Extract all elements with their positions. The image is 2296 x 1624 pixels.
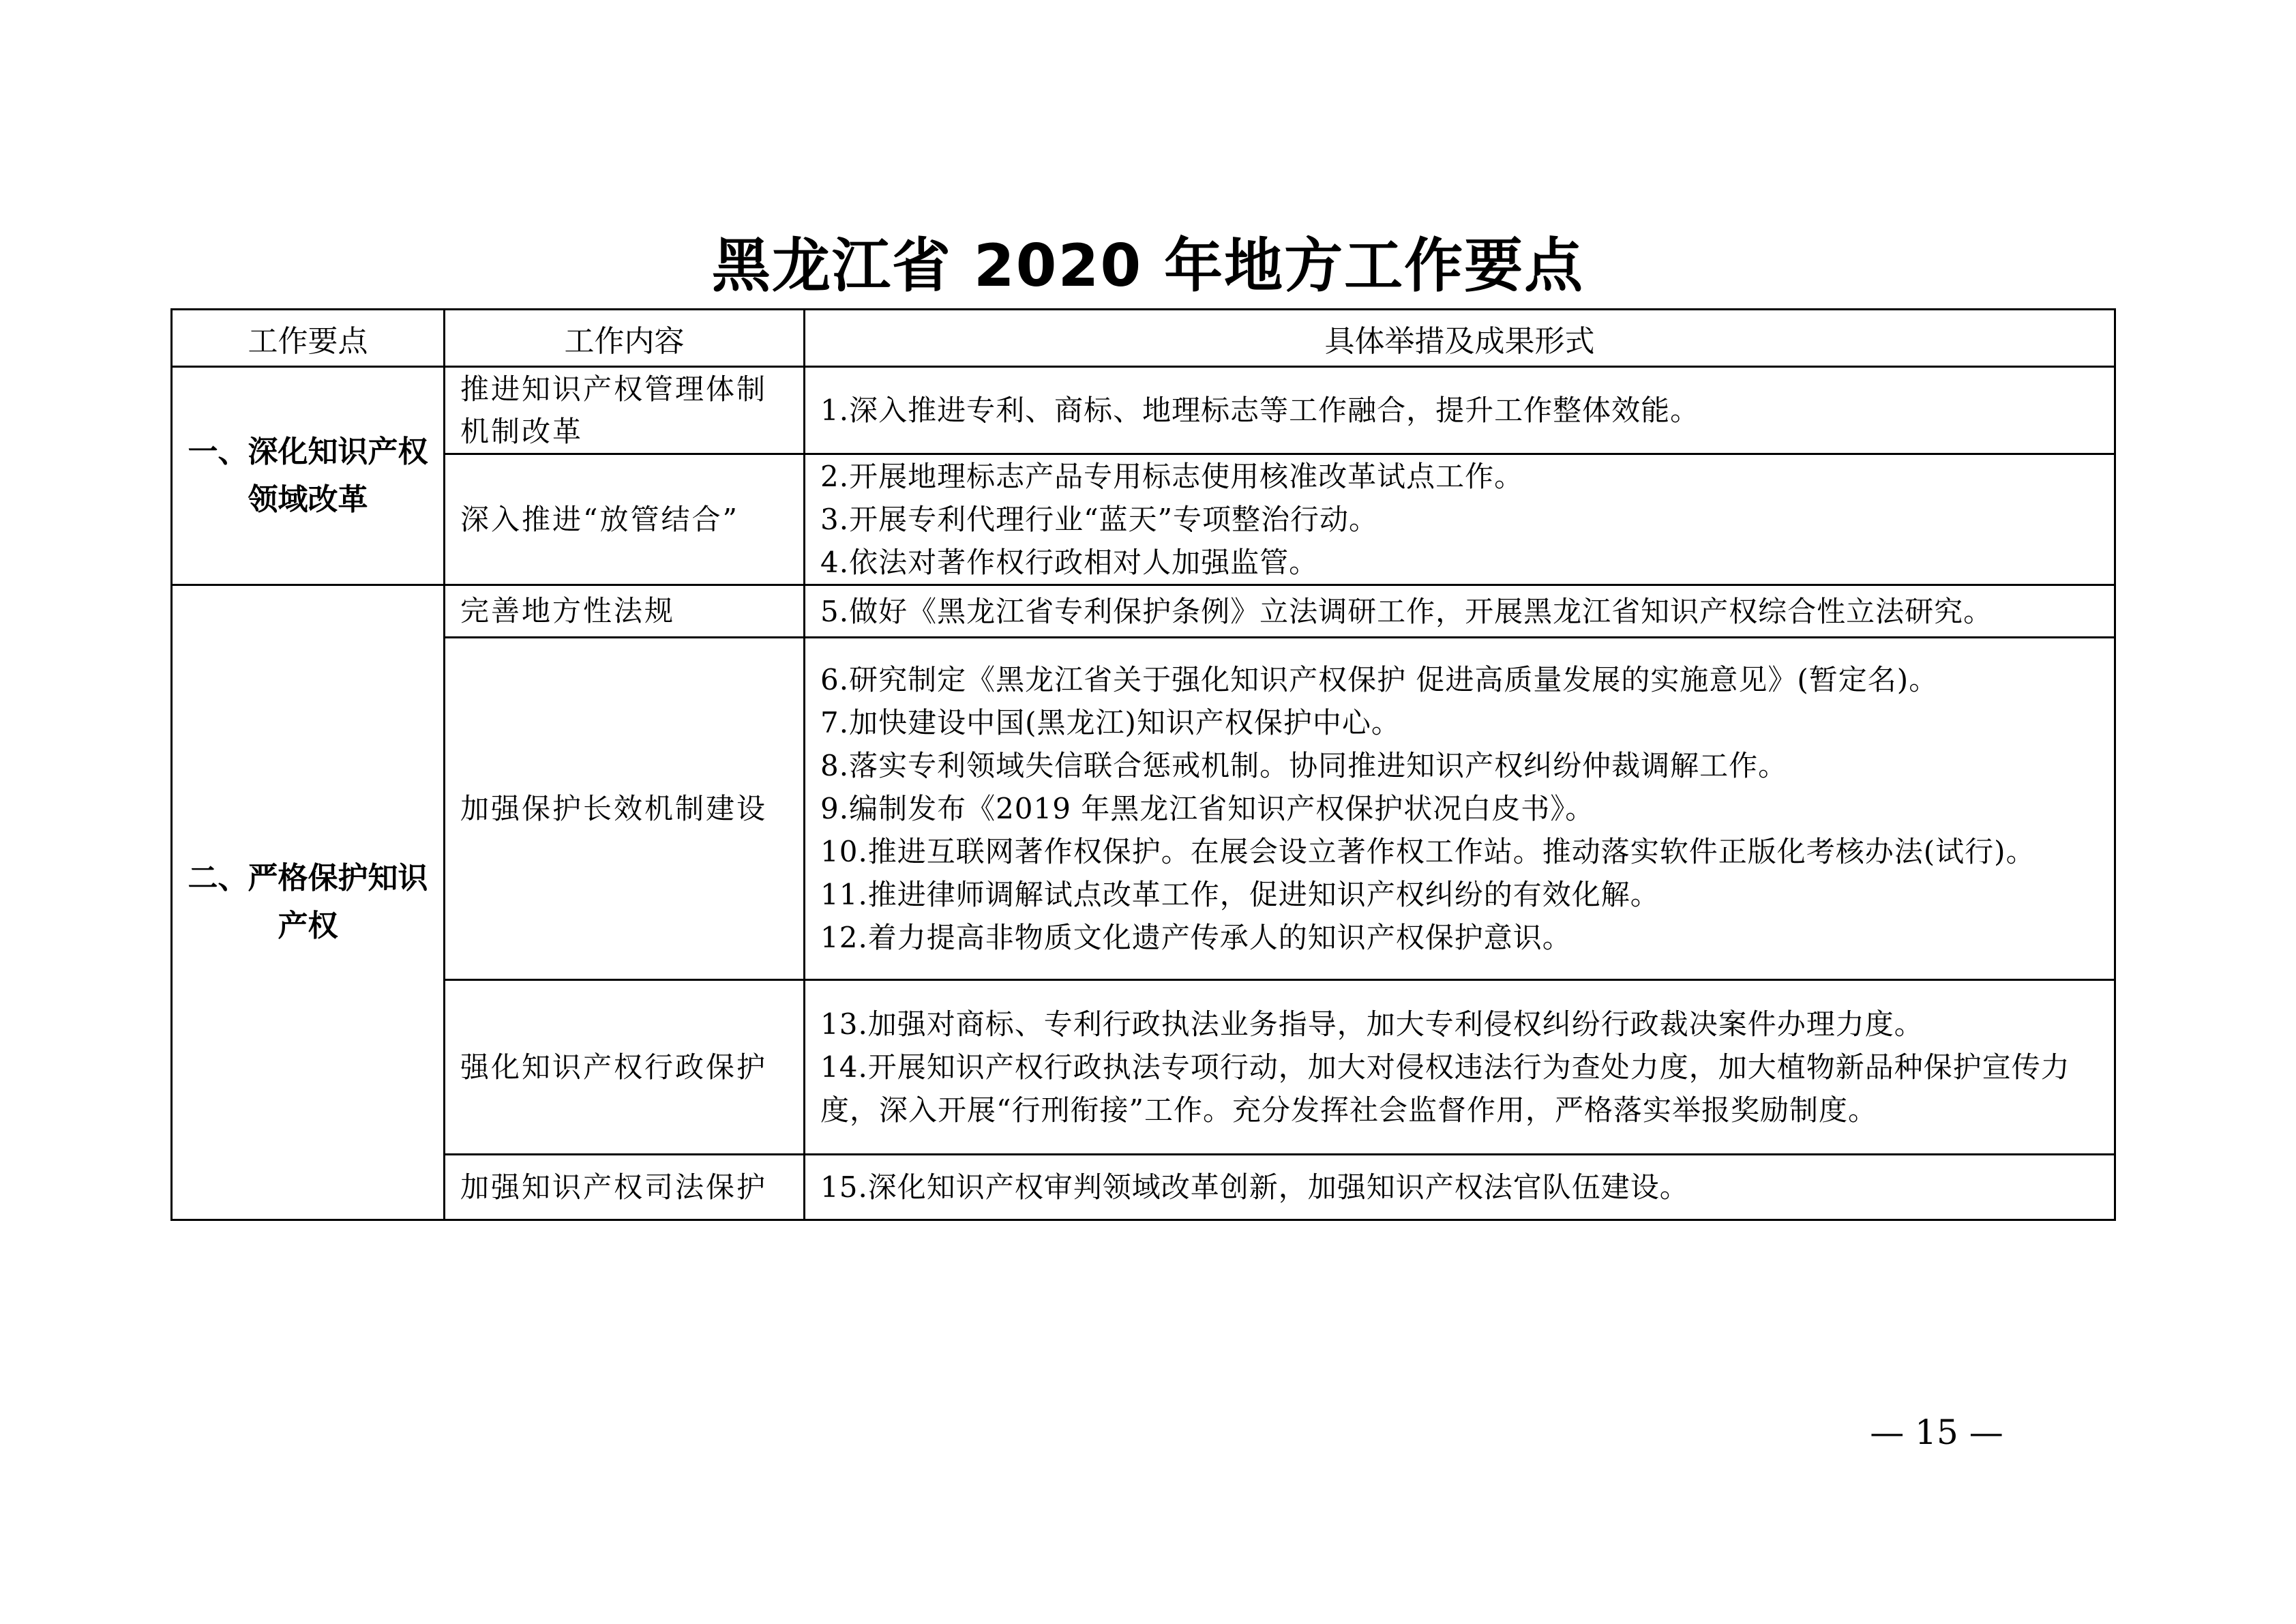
- measures-cell: [805, 1155, 2115, 1220]
- measures-cell: [805, 585, 2115, 638]
- work-content-cell: 深入推进“放管结合”: [445, 454, 805, 585]
- measure-item: 8.落实专利领域失信联合惩戒机制。协同推进知识产权纠纷仲裁调解工作。: [820, 749, 1788, 782]
- measure-item: 14.开展知识产权行政执法专项行动，加大对侵权违法行为查处力度，加大植物新品种保护宣传力度，深入开展“行刑衔接”工作。充分发挥社会监督作用，严格落实举报奖励制度。: [820, 1050, 2070, 1127]
- header-work-point: 工作要点: [172, 310, 445, 367]
- table-row: [172, 1155, 2115, 1220]
- measures-cell: [805, 367, 2115, 454]
- work-point-cell: 二、严格保护知识产权: [172, 585, 445, 1220]
- measure-item: 1.深入推进专利、商标、地理标志等工作融合，提升工作整体效能。: [820, 394, 1700, 427]
- measure-item: 6.研究制定《黑龙江省关于强化知识产权保护 促进高质量发展的实施意见》(暂定名)。: [820, 663, 1939, 696]
- work-content-cell: 加强保护长效机制建设: [445, 638, 805, 980]
- measure-item: 3.开展专利代理行业“蓝天”专项整治行动。: [820, 503, 1379, 536]
- table-row: [172, 454, 2115, 585]
- work-content-cell: 完善地方性法规: [445, 585, 805, 638]
- measure-item: 15.深化知识产权审判领域改革创新，加强知识产权法官队伍建设。: [820, 1170, 1689, 1204]
- table-row: [172, 638, 2115, 980]
- table-row: [172, 980, 2115, 1155]
- measure-item: 10.推进互联网著作权保护。在展会设立著作权工作站。推动落实软件正版化考核办法(试行)。: [820, 835, 2036, 868]
- header-work-content: 工作内容: [445, 310, 805, 367]
- table-row: [172, 367, 2115, 454]
- measure-item: 5.做好《黑龙江省专利保护条例》立法调研工作，开展黑龙江省知识产权综合性立法研究。: [820, 594, 1993, 628]
- work-content-cell: 加强知识产权司法保护: [445, 1155, 805, 1220]
- measure-item: 13.加强对商标、专利行政执法业务指导，加大专利侵权纠纷行政裁决案件办理力度。: [820, 1007, 1924, 1041]
- work-content-cell: 推进知识产权管理体制机制改革: [445, 367, 805, 454]
- table-header-row: [172, 310, 2115, 367]
- page-number: — 15 —: [1870, 1413, 2003, 1452]
- measure-item: 11.推进律师调解试点改革工作，促进知识产权纠纷的有效化解。: [820, 878, 1660, 911]
- measure-item: 4.依法对著作权行政相对人加强监管。: [820, 546, 1319, 579]
- measures-cell: [805, 638, 2115, 980]
- document-title: 黑龙江省 2020 年地方工作要点: [711, 232, 1585, 300]
- measure-item: 7.加快建设中国(黑龙江)知识产权保护中心。: [820, 706, 1401, 739]
- work-content-cell: 强化知识产权行政保护: [445, 980, 805, 1155]
- work-point-cell: 一、深化知识产权领域改革: [172, 367, 445, 585]
- header-measures: 具体举措及成果形式: [805, 310, 2115, 367]
- table-row: [172, 585, 2115, 638]
- work-points-table: [170, 308, 2116, 1221]
- measure-item: 2.开展地理标志产品专用标志使用核准改革试点工作。: [820, 460, 1524, 493]
- measure-item: 12.着力提高非物质文化遗产传承人的知识产权保护意识。: [820, 921, 1572, 954]
- measures-cell: [805, 454, 2115, 585]
- measure-item: 9.编制发布《2019 年黑龙江省知识产权保护状况白皮书》。: [820, 792, 1595, 825]
- measures-cell: [805, 980, 2115, 1155]
